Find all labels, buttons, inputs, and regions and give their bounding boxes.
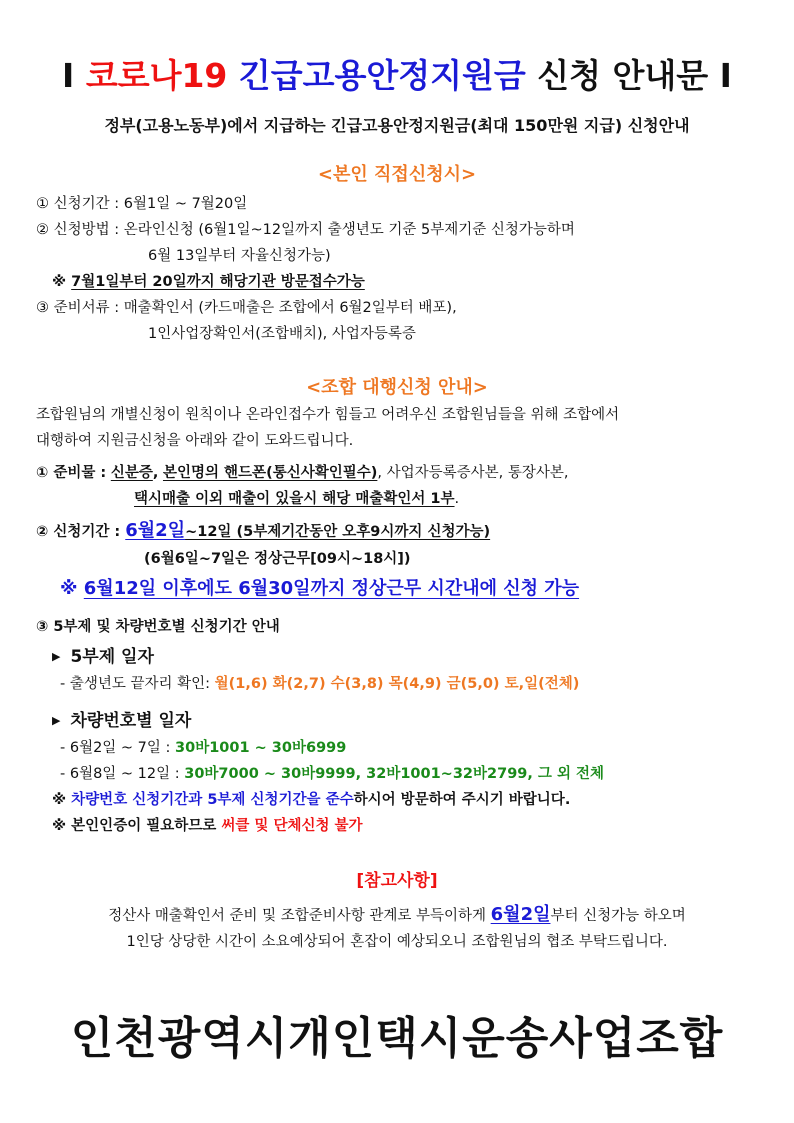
prep-label: ① 준비물 : xyxy=(36,465,107,481)
plate-number-title: 차량번호별 일자 xyxy=(70,711,192,731)
note-mark: ※ xyxy=(52,274,67,290)
prep-phone: 본인명의 핸드폰(통신사확인필수) xyxy=(162,465,378,481)
proxy-schedule-heading: ③ 5부제 및 차량번호별 신청기간 안내 xyxy=(36,619,280,635)
reference-start-date: 6월2일 xyxy=(490,904,551,925)
self-apply-method-line1: ② 신청방법 : 온라인신청 (6월1일~12일까지 출생년도 기준 5부제기준 신청가능하며 xyxy=(36,222,575,238)
self-apply-period: ① 신청기간 : 6월1일 ~ 7월20일 xyxy=(36,196,248,212)
triangle-bullet-icon: ▶ xyxy=(52,650,61,663)
title-bar-right: I xyxy=(719,56,732,95)
five-day-rotation-row xyxy=(60,674,579,694)
proxy-extended-notice xyxy=(60,574,579,600)
warning-no-group xyxy=(52,816,363,836)
plate-row-1-dates: - 6월2일 ~ 7일 : xyxy=(60,740,171,756)
prep-sep: , xyxy=(152,465,159,481)
proxy-prep-line2 xyxy=(134,489,459,509)
birth-year-days: 월(1,6) 화(2,7) 수(3,8) 목(4,9) 금(5,0) 토,일(전체) xyxy=(214,676,580,692)
section-self-apply-heading: <본인 직접신청시> xyxy=(317,164,477,185)
period-start-date: 6월2일 xyxy=(125,520,186,541)
warning-mark: ※ xyxy=(52,818,67,834)
five-day-rotation-title: 5부제 일자 xyxy=(70,647,154,667)
prep-other-sales: 택시매출 이외 매출이 있을시 해당 매출확인서 1부 xyxy=(134,491,455,507)
prep-rest: , 사업자등록증사본, 통장사본, xyxy=(377,465,569,481)
reference-line1-b: 부터 신청가능 하오며 xyxy=(550,908,686,924)
period-label: ② 신청기간 : xyxy=(36,524,121,540)
five-day-rotation-heading xyxy=(52,642,154,667)
warning-comply-rest: 하시어 방문하여 주시기 바랍니다. xyxy=(353,792,571,808)
warning-comply xyxy=(52,790,570,810)
warning-auth: 본인인증이 필요하므로 xyxy=(71,818,217,834)
warning-comply-blue: 차량번호 신청기간과 5부제 신청기간을 준수 xyxy=(71,792,354,808)
title-covid: 코로나19 xyxy=(85,56,228,95)
reference-line1 xyxy=(0,900,794,926)
plate-row-2-dates: - 6월8일 ~ 12일 : xyxy=(60,766,180,782)
self-apply-docs-line1: ③ 준비서류 : 매출확인서 (카드매출은 조합에서 6월2일부터 배포), xyxy=(36,300,457,316)
proxy-prep-line1 xyxy=(36,463,569,483)
proxy-intro-line1: 조합원님의 개별신청이 원칙이나 온라인접수가 힘들고 어려우신 조합원님들을 위해 조합에서 xyxy=(36,407,620,423)
page-title xyxy=(0,50,794,97)
plate-row-1-range: 30바1001 ~ 30바6999 xyxy=(175,740,347,756)
proxy-intro-line2: 대행하여 지원금신청을 아래와 같이 도와드립니다. xyxy=(36,433,354,449)
notice-text: 6월12일 이후에도 6월30일까지 정상근무 시간내에 신청 가능 xyxy=(83,578,580,599)
plate-row-2-range: 30바7000 ~ 30바9999, 32바1001~32바2799, 그 외 전체 xyxy=(184,766,605,782)
title-guide: 신청 안내문 xyxy=(537,56,709,95)
birth-year-label: - 출생년도 끝자리 확인: xyxy=(60,676,211,692)
triangle-bullet-icon: ▶ xyxy=(52,714,61,727)
prep-id-card: 신분증 xyxy=(110,465,153,481)
plate-number-heading xyxy=(52,706,191,731)
notice-mark: ※ xyxy=(60,578,78,599)
plate-row-1 xyxy=(60,738,346,758)
self-apply-docs-line2: 1인사업장확인서(조합배치), 사업자등록증 xyxy=(148,326,416,342)
proxy-period-line2: (6월6일~7일은 정상근무[09시~18시]) xyxy=(144,551,411,567)
reference-line1-a: 정산사 매출확인서 준비 및 조합준비사항 관계로 부득이하게 xyxy=(108,908,487,924)
self-apply-method-line2: 6월 13일부터 자율신청가능) xyxy=(148,248,331,264)
plate-row-2 xyxy=(60,764,604,784)
section-proxy-heading: <조합 대행신청 안내> xyxy=(306,377,488,398)
period-rest: ~12일 (5부제기간동안 오후9시까지 신청가능) xyxy=(185,524,491,540)
reference-heading: [참고사항] xyxy=(356,871,438,891)
visit-note-text: 7월1일부터 20일까지 해당기관 방문접수가능 xyxy=(71,274,365,290)
title-fund-name: 긴급고용안정지원금 xyxy=(238,56,526,95)
warning-mark: ※ xyxy=(52,792,67,808)
reference-line2: 1인당 상당한 시간이 소요예상되어 혼잡이 예상되오니 조합원님의 협조 부탁드립니다. xyxy=(126,934,668,950)
organization-name: 인천광역시개인택시운송사업조합 xyxy=(70,1013,724,1064)
proxy-period-line1 xyxy=(36,521,490,542)
warning-no-group-red: 써클 및 단체신청 불가 xyxy=(221,818,363,834)
title-bar-left: I xyxy=(62,56,75,95)
prep-line2-end: . xyxy=(454,491,460,507)
page-subtitle: 정부(고용노동부)에서 지급하는 긴급고용안정지원금(최대 150만원 지급) 신청안내 xyxy=(104,116,690,135)
self-apply-visit-note xyxy=(52,272,365,292)
